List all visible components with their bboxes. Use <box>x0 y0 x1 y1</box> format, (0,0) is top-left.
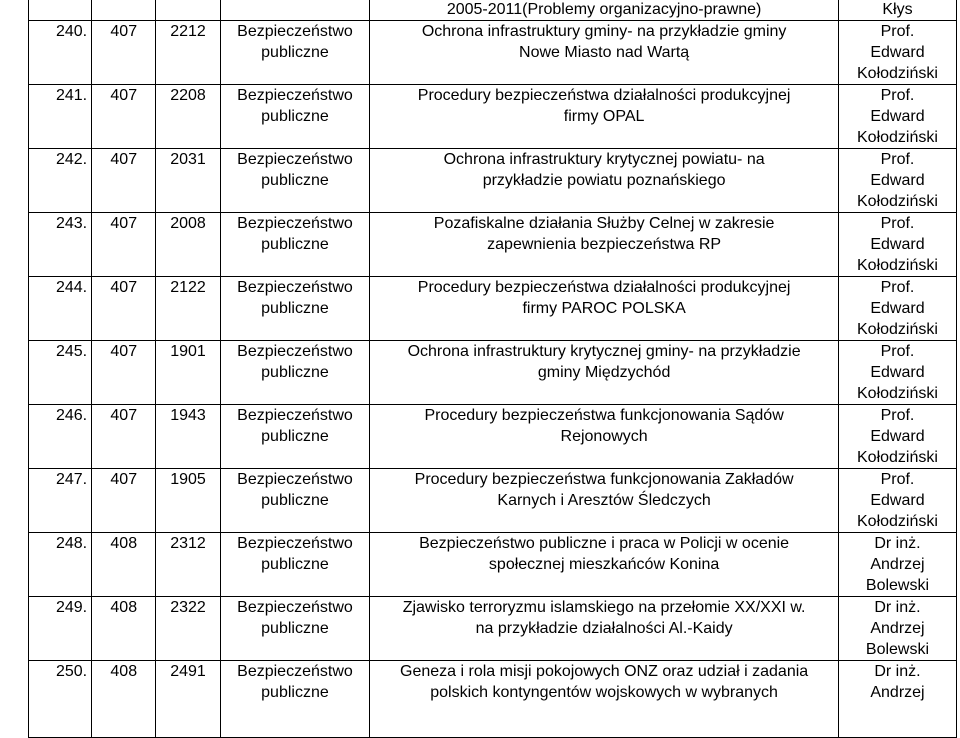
cell-text-sup-3: Kołodziński <box>857 129 938 146</box>
cell-text-sup-2: Andrzej <box>870 556 925 573</box>
cell-text-topic-2: na przykładzie działalności Al.-Kaidy <box>475 620 733 637</box>
cell-category <box>220 661 370 738</box>
cell-number <box>29 149 92 213</box>
cell-topic <box>370 661 839 738</box>
cell-category <box>220 341 370 405</box>
cell-code-a <box>92 469 156 533</box>
cell-text-a: 407 <box>110 215 138 232</box>
cell-text-sup-1: Prof. <box>880 471 915 488</box>
cell-code-b <box>156 469 220 533</box>
cell-topic <box>370 21 839 85</box>
cell-text-no: 247. <box>55 471 88 488</box>
table-row <box>29 21 957 85</box>
cell-text-topic-1: Ochrona infrastruktury krytycznej powiatu- na <box>443 151 765 168</box>
cell-text-cat-1: Bezpieczeństwo <box>237 663 353 680</box>
cell-text-sup-3: Kołodziński <box>857 321 938 338</box>
cell-text-topic-1: Ochrona infrastruktury krytycznej gminy- na przykładzie <box>407 343 801 360</box>
cell-text-b: 2008 <box>170 215 206 232</box>
cell-text-sup-3: Kołodziński <box>857 513 938 530</box>
cell-category <box>220 597 370 661</box>
cell-code-b <box>156 661 220 738</box>
cell-topic <box>370 85 839 149</box>
cell-text-sup-2: Edward <box>870 300 925 317</box>
cell-topic <box>370 213 839 277</box>
thesis-table <box>28 0 957 738</box>
cell-text-a: 407 <box>110 343 138 360</box>
cell-text-sup-1: Prof. <box>880 279 915 296</box>
cell-code-b <box>156 85 220 149</box>
cell-topic <box>370 469 839 533</box>
cell-text-cat-1: Bezpieczeństwo <box>237 87 353 104</box>
cell-text-topic-1: Procedury bezpieczeństwa funkcjonowania Sądów <box>424 407 784 424</box>
cell-supervisor <box>838 213 956 277</box>
cell-text-sup-2: Andrzej <box>870 620 925 637</box>
cell-category <box>220 469 370 533</box>
cell-text-sup-3: Bolewski <box>865 641 930 658</box>
cell-text-no: 245. <box>55 343 88 360</box>
cell-text-cat-2: publiczne <box>261 236 329 253</box>
cell-code-a <box>92 661 156 738</box>
cell-number <box>29 405 92 469</box>
cell-text-b: 2322 <box>170 599 206 616</box>
cell-text-sup-3: Kołodziński <box>857 449 938 466</box>
cell-text-a: 408 <box>110 663 138 680</box>
cell-text-no: 246. <box>55 407 88 424</box>
cell-category <box>220 277 370 341</box>
cell-text-cat-2: publiczne <box>261 428 329 445</box>
cell-topic <box>370 533 839 597</box>
cell-supervisor <box>838 85 956 149</box>
cell-text-topic-1: Zjawisko terroryzmu islamskiego na przełomie XX/XXI w. <box>402 599 806 616</box>
cell-number <box>29 277 92 341</box>
cell-text-no: 249. <box>55 599 88 616</box>
cell-text-b: 2122 <box>170 279 206 296</box>
cell-text-no: 242. <box>55 151 88 168</box>
cell-code-b <box>156 0 220 21</box>
cell-code-b <box>156 341 220 405</box>
cell-code-a <box>92 533 156 597</box>
cell-text-cat-1: Bezpieczeństwo <box>237 471 353 488</box>
cell-text-b: 2208 <box>170 87 206 104</box>
cell-code-a <box>92 213 156 277</box>
cell-text-cat-2: publiczne <box>261 556 329 573</box>
cell-text-cat-1: Bezpieczeństwo <box>237 599 353 616</box>
cell-text-cat-1: Bezpieczeństwo <box>237 407 353 424</box>
cell-supervisor: Kłys <box>838 0 956 21</box>
cell-number <box>29 0 92 21</box>
cell-supervisor <box>838 277 956 341</box>
cell-text-sup-1: Dr inż. <box>874 663 921 680</box>
cell-category <box>220 21 370 85</box>
cell-text-cat-1: Bezpieczeństwo <box>237 343 353 360</box>
cell-text-sup-2: Edward <box>870 364 925 381</box>
cell-text-sup-2: Edward <box>870 44 925 61</box>
cell-text-cat-2: publiczne <box>261 44 329 61</box>
cell-category <box>220 533 370 597</box>
cell-text-topic-1: Pozafiskalne działania Służby Celnej w zakresie <box>433 215 775 232</box>
cell-text-sup-1: Prof. <box>880 343 915 360</box>
cell-text-no: 248. <box>55 535 88 552</box>
cell-number <box>29 597 92 661</box>
table-row <box>29 85 957 149</box>
cell-text-b: 2031 <box>170 151 206 168</box>
cell-text-sup-2: Edward <box>870 108 925 125</box>
table-row-fragment <box>29 0 957 21</box>
cell-category <box>220 213 370 277</box>
table-row <box>29 661 957 738</box>
cell-topic: 2005-2011(Problemy organizacyjno-prawne) <box>370 0 839 21</box>
cell-text-cat-2: publiczne <box>261 172 329 189</box>
cell-text-cat-1: Bezpieczeństwo <box>237 535 353 552</box>
cell-category <box>220 149 370 213</box>
cell-supervisor <box>838 341 956 405</box>
cell-text-b: 2212 <box>170 23 206 40</box>
cell-text-topic-1: Procedury bezpieczeństwa działalności produkcyjnej <box>417 279 791 296</box>
cell-text-cat-1: Bezpieczeństwo <box>237 151 353 168</box>
cell-text-sup-2: Andrzej <box>870 684 925 701</box>
cell-text-topic-2: Nowe Miasto nad Wartą <box>519 44 690 61</box>
cell-text-no: 241. <box>55 87 88 104</box>
cell-text-topic-2: firmy OPAL <box>563 108 645 125</box>
table-row <box>29 277 957 341</box>
cell-number <box>29 533 92 597</box>
cell-text-a: 407 <box>110 87 138 104</box>
cell-text-a: 407 <box>110 23 138 40</box>
table-row <box>29 597 957 661</box>
cell-topic <box>370 149 839 213</box>
cell-code-a <box>92 0 156 21</box>
cell-text-topic-1: Procedury bezpieczeństwa funkcjonowania Zakładów <box>414 471 794 488</box>
cell-topic <box>370 277 839 341</box>
cell-text-sup-1: Prof. <box>880 23 915 40</box>
cell-text-sup-3: Kołodziński <box>857 193 938 210</box>
cell-text-sup-2: Edward <box>870 236 925 253</box>
cell-text-topic-2: Rejonowych <box>560 428 648 445</box>
cell-number <box>29 661 92 738</box>
cell-text-no: 244. <box>55 279 88 296</box>
table-row <box>29 213 957 277</box>
cell-text-topic-2: Karnych i Aresztów Śledczych <box>497 492 711 509</box>
cell-number <box>29 85 92 149</box>
cell-code-b <box>156 277 220 341</box>
cell-supervisor <box>838 533 956 597</box>
cell-text-cat-2: publiczne <box>261 108 329 125</box>
cell-text-sup-3: Kołodziński <box>857 65 938 82</box>
cell-number <box>29 341 92 405</box>
cell-code-a <box>92 597 156 661</box>
table-row <box>29 149 957 213</box>
cell-text-a: 408 <box>110 535 138 552</box>
cell-text-b: 1901 <box>170 343 206 360</box>
cell-text-topic-2: firmy PAROC POLSKA <box>522 300 686 317</box>
cell-text-cat-2: publiczne <box>261 492 329 509</box>
cell-text-topic-1: Ochrona infrastruktury gminy- na przykładzie gminy <box>421 23 787 40</box>
cell-code-a <box>92 149 156 213</box>
cell-text-a: 407 <box>110 151 138 168</box>
cell-text-a: 408 <box>110 599 138 616</box>
cell-text-topic-2: gminy Międzychód <box>537 364 671 381</box>
cell-text-cat-2: publiczne <box>261 684 329 701</box>
cell-text-topic-1: Procedury bezpieczeństwa działalności produkcyjnej <box>417 87 791 104</box>
cell-text-no: 240. <box>55 23 88 40</box>
cell-text-sup-2: Edward <box>870 428 925 445</box>
cell-text-a: 407 <box>110 407 138 424</box>
cell-code-a <box>92 21 156 85</box>
cell-text-cat-2: publiczne <box>261 620 329 637</box>
cell-text-sup-1: Dr inż. <box>874 535 921 552</box>
cell-text-topic-2: zapewnienia bezpieczeństwa RP <box>487 236 722 253</box>
cell-code-a <box>92 341 156 405</box>
cell-text-sup-1: Prof. <box>880 87 915 104</box>
cell-supervisor <box>838 469 956 533</box>
cell-text-topic-2: polskich kontyngentów wojskowych w wybranych <box>430 684 778 701</box>
cell-text-cat-1: Bezpieczeństwo <box>237 23 353 40</box>
cell-number <box>29 213 92 277</box>
table-row <box>29 405 957 469</box>
cell-supervisor <box>838 149 956 213</box>
cell-topic <box>370 341 839 405</box>
cell-text-b: 1943 <box>170 407 206 424</box>
cell-code-a <box>92 277 156 341</box>
cell-code-b <box>156 213 220 277</box>
cell-text-sup-1: Prof. <box>880 215 915 232</box>
cell-code-b <box>156 597 220 661</box>
cell-text-cat-1: Bezpieczeństwo <box>237 279 353 296</box>
cell-text-b: 1905 <box>170 471 206 488</box>
cell-text-topic-1: Geneza i rola misji pokojowych ONZ oraz udział i zadania <box>400 663 809 680</box>
cell-text-sup-3: Bolewski <box>865 577 930 594</box>
cell-text-b: 2491 <box>170 663 206 680</box>
cell-supervisor <box>838 597 956 661</box>
cell-topic <box>370 405 839 469</box>
cell-text-a: 407 <box>110 471 138 488</box>
cell-code-a <box>92 405 156 469</box>
cell-code-b <box>156 149 220 213</box>
cell-text-topic-1: Bezpieczeństwo publiczne i praca w Policji w ocenie <box>419 535 790 552</box>
cell-text-sup-2: Edward <box>870 172 925 189</box>
cell-supervisor <box>838 405 956 469</box>
table-row <box>29 469 957 533</box>
cell-text-sup-3: Kołodziński <box>857 257 938 274</box>
cell-category <box>220 0 370 21</box>
cell-code-b <box>156 21 220 85</box>
cell-text-cat-1: Bezpieczeństwo <box>237 215 353 232</box>
cell-text-topic-2: społecznej mieszkańców Konina <box>488 556 720 573</box>
cell-number <box>29 21 92 85</box>
cell-code-b <box>156 405 220 469</box>
cell-supervisor <box>838 661 956 738</box>
cell-topic <box>370 597 839 661</box>
cell-code-a <box>92 85 156 149</box>
cell-text-sup-3: Kołodziński <box>857 385 938 402</box>
cell-text-topic-2: przykładzie powiatu poznańskiego <box>482 172 726 189</box>
table-row <box>29 341 957 405</box>
cell-text-sup-1: Dr inż. <box>874 599 921 616</box>
cell-category <box>220 405 370 469</box>
cell-text-sup-1: Prof. <box>880 151 915 168</box>
cell-category <box>220 85 370 149</box>
cell-text-no: 243. <box>55 215 88 232</box>
cell-text-cat-2: publiczne <box>261 364 329 381</box>
cell-text-b: 2312 <box>170 535 206 552</box>
cell-text-cat-2: publiczne <box>261 300 329 317</box>
cell-text-a: 407 <box>110 279 138 296</box>
cell-number <box>29 469 92 533</box>
cell-supervisor <box>838 21 956 85</box>
cell-code-b <box>156 533 220 597</box>
cell-text-sup-2: Edward <box>870 492 925 509</box>
cell-text-no: 250. <box>55 663 88 680</box>
table-row <box>29 533 957 597</box>
cell-text-sup-1: Prof. <box>880 407 915 424</box>
